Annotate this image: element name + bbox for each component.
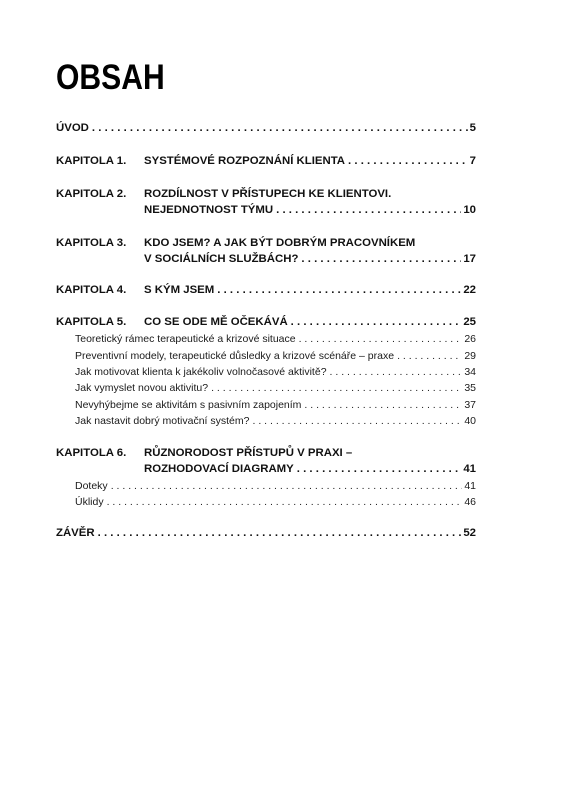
entry-title-line1: ROZDÍLNOST V PŘÍSTUPECH KE KLIENTOVI. bbox=[144, 188, 392, 200]
section-page: 37 bbox=[464, 399, 476, 411]
toc-entry-chapter-1[interactable] bbox=[56, 154, 476, 168]
section-page: 29 bbox=[464, 350, 476, 362]
chapter-number: KAPITOLA 4. bbox=[56, 284, 127, 296]
toc-entry-chapter-6-line2[interactable] bbox=[144, 462, 476, 476]
dot-leader bbox=[98, 526, 462, 540]
entry-page: 17 bbox=[463, 253, 476, 265]
chapter-number: KAPITOLA 5. bbox=[56, 316, 127, 328]
entry-page: 7 bbox=[469, 155, 476, 167]
section-page: 35 bbox=[464, 382, 476, 394]
chapter-number: KAPITOLA 6. bbox=[56, 447, 127, 459]
toc-entry-chapter-6[interactable] bbox=[56, 446, 476, 460]
dot-leader bbox=[217, 283, 461, 297]
toc-section[interactable] bbox=[75, 479, 476, 493]
entry-title-line1: KDO JSEM? A JAK BÝT DOBRÝM PRACOVNÍKEM bbox=[144, 237, 416, 249]
entry-page: 22 bbox=[463, 284, 476, 296]
dot-leader bbox=[304, 398, 462, 412]
toc-entry-chapter-2-line2[interactable] bbox=[144, 203, 476, 217]
toc-entry-chapter-5[interactable] bbox=[56, 315, 476, 329]
entry-title: CO SE ODE MĚ OČEKÁVÁ bbox=[144, 316, 288, 328]
section-page: 46 bbox=[464, 496, 476, 508]
entry-page: 10 bbox=[463, 204, 476, 216]
entry-title-line2: V SOCIÁLNÍCH SLUŽBÁCH? bbox=[144, 253, 299, 265]
chapter-number: KAPITOLA 1. bbox=[56, 155, 127, 167]
section-page: 34 bbox=[464, 366, 476, 378]
dot-leader bbox=[111, 479, 463, 493]
entry-title: S KÝM JSEM bbox=[144, 284, 215, 296]
section-title: Jak motivovat klienta k jakékoliv volnočasové aktivitě? bbox=[75, 366, 327, 378]
dot-leader bbox=[301, 252, 461, 266]
section-page: 40 bbox=[464, 415, 476, 427]
dot-leader bbox=[291, 315, 462, 329]
dot-leader bbox=[253, 414, 463, 428]
section-title: Jak vymyslet novou aktivitu? bbox=[75, 382, 209, 394]
section-page: 26 bbox=[464, 333, 476, 345]
toc-entry-chapter-3[interactable] bbox=[56, 236, 476, 250]
dot-leader bbox=[397, 349, 462, 363]
section-title: Úklidy bbox=[75, 496, 104, 508]
toc-section[interactable] bbox=[75, 365, 476, 379]
toc-section[interactable] bbox=[75, 495, 476, 509]
toc-entry-intro[interactable] bbox=[56, 121, 476, 135]
dot-leader bbox=[348, 154, 468, 168]
toc-section[interactable] bbox=[75, 332, 476, 346]
entry-page: 5 bbox=[469, 122, 476, 134]
entry-title: SYSTÉMOVÉ ROZPOZNÁNÍ KLIENTA bbox=[144, 155, 346, 167]
entry-title-line2: NEJEDNOTNOST TÝMU bbox=[144, 204, 274, 216]
entry-page: 41 bbox=[463, 463, 476, 475]
toc-entry-conclusion[interactable] bbox=[56, 526, 476, 540]
dot-leader bbox=[107, 495, 463, 509]
section-title: Preventivní modely, terapeutické důsledky a krizové scénáře – praxe bbox=[75, 350, 395, 362]
toc-entry-chapter-4[interactable] bbox=[56, 283, 476, 297]
toc-section[interactable] bbox=[75, 349, 476, 363]
dot-leader bbox=[211, 381, 462, 395]
section-title: Doteky bbox=[75, 480, 108, 492]
entry-page: 52 bbox=[463, 527, 476, 539]
dot-leader bbox=[330, 365, 463, 379]
dot-leader bbox=[297, 462, 462, 476]
dot-leader bbox=[92, 121, 468, 135]
entry-page: 25 bbox=[463, 316, 476, 328]
toc-section[interactable] bbox=[75, 414, 476, 428]
section-page: 41 bbox=[464, 480, 476, 492]
page-title: OBSAH bbox=[56, 58, 165, 97]
toc-entry-chapter-3-line2[interactable] bbox=[144, 252, 476, 266]
toc-section[interactable] bbox=[75, 398, 476, 412]
entry-title-line1: RŮZNORODOST PŘÍSTUPŮ V PRAXI – bbox=[144, 447, 353, 459]
chapter-number: KAPITOLA 2. bbox=[56, 188, 127, 200]
entry-title-line2: ROZHODOVACÍ DIAGRAMY bbox=[144, 463, 294, 475]
section-title: Nevyhýbejme se aktivitám s pasivním zapojením bbox=[75, 399, 302, 411]
section-title: Jak nastavit dobrý motivační systém? bbox=[75, 415, 250, 427]
dot-leader bbox=[299, 332, 463, 346]
section-title: Teoretický rámec terapeutické a krizové situace bbox=[75, 333, 296, 345]
chapter-number: KAPITOLA 3. bbox=[56, 237, 127, 249]
toc-section[interactable] bbox=[75, 381, 476, 395]
entry-title: ÚVOD bbox=[56, 122, 89, 134]
entry-title: ZÁVĚR bbox=[56, 527, 95, 539]
dot-leader bbox=[276, 203, 461, 217]
toc-entry-chapter-2[interactable] bbox=[56, 187, 476, 201]
